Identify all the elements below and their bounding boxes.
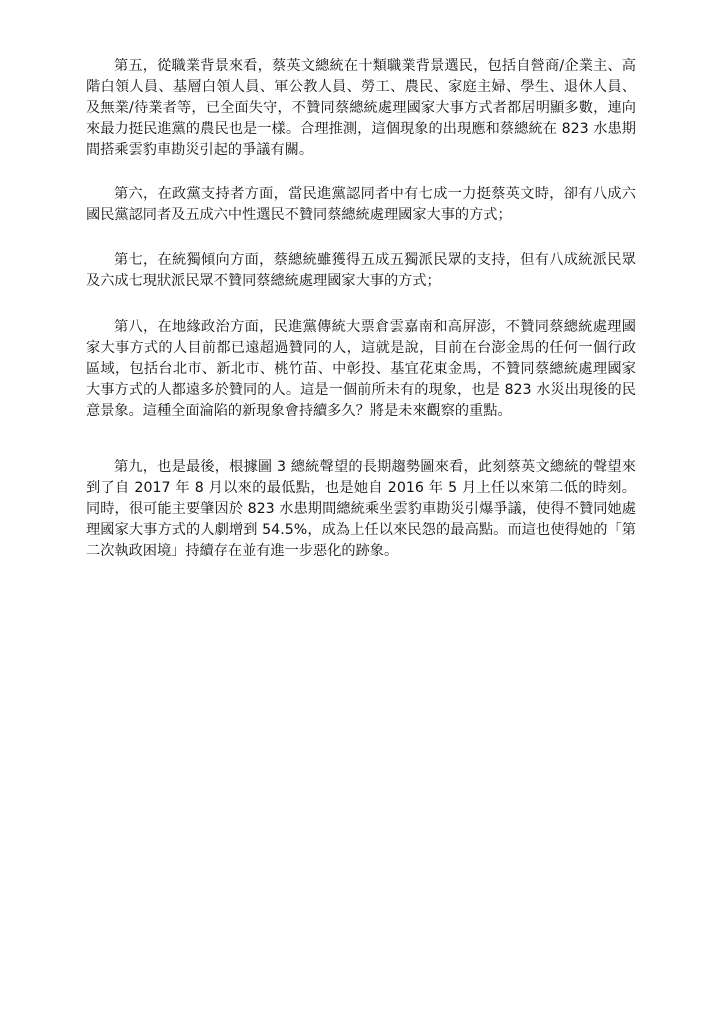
paragraph-occupation: 第五，從職業背景來看，蔡英文總統在十類職業背景選民，包括自營商/企業主、高階白領人員、基層白領人員、軍公教人員、勞工、農民、家庭主婦、學生、退休人員、及無業/待業者等，已全面失守，不贊同蔡總統處理國家大事方式者都居明顯多數，連向來最力挺民進黨的農民也是一樣。合理推測，這個現象的出現應和蔡總統在 823 水患期間搭乘雲豹車勘災引起的爭議有關。: [86, 58, 636, 158]
paragraph-unification-independence: 第七，在統獨傾向方面，蔡總統雖獲得五成五獨派民眾的支持，但有八成統派民眾及六成七現狀派民眾不贊同蔡總統處理國家大事的方式；: [86, 252, 636, 289]
paragraph-geopolitics: 第八，在地緣政治方面，民進黨傳統大票倉雲嘉南和高屏澎，不贊同蔡總統處理國家大事方式的人目前都已遠超過贊同的人，這就是說，目前在台澎金馬的任何一個行政區域，包括台北市、新北市、桃竹苗、中彰投、基宜花東金馬，不贊同蔡總統處理國家大事方式的人都遠多於贊同的人。這是一個前所未有的現象，也是 823 水災出現後的民意景象。這種全面淪陷的新現象會持續多久？將是未來觀察的重點。: [86, 319, 636, 419]
paragraph-approval-trend: 第九，也是最後，根據圖 3 總統聲望的長期趨勢圖來看，此刻蔡英文總統的聲望來到了自 2017 年 8 月以來的最低點，也是她自 2016 年 5 月上任以來第二低的時刻。同時，很可能主要肇因於 823 水患期間總統乘坐雲豹車勘災引爆爭議，使得不贊同她處理國家大事方式的人劇增到 54.5%，成為上任以來民怨的最高點。而這也使得她的「第二次執政困境」持續存在並有進一步惡化的跡象。: [86, 459, 636, 559]
document-body: [86, 56, 636, 562]
paragraph-party-supporters: 第六，在政黨支持者方面，當民進黨認同者中有七成一力挺蔡英文時，卻有八成六國民黨認同者及五成六中性選民不贊同蔡總統處理國家大事的方式；: [86, 186, 636, 223]
